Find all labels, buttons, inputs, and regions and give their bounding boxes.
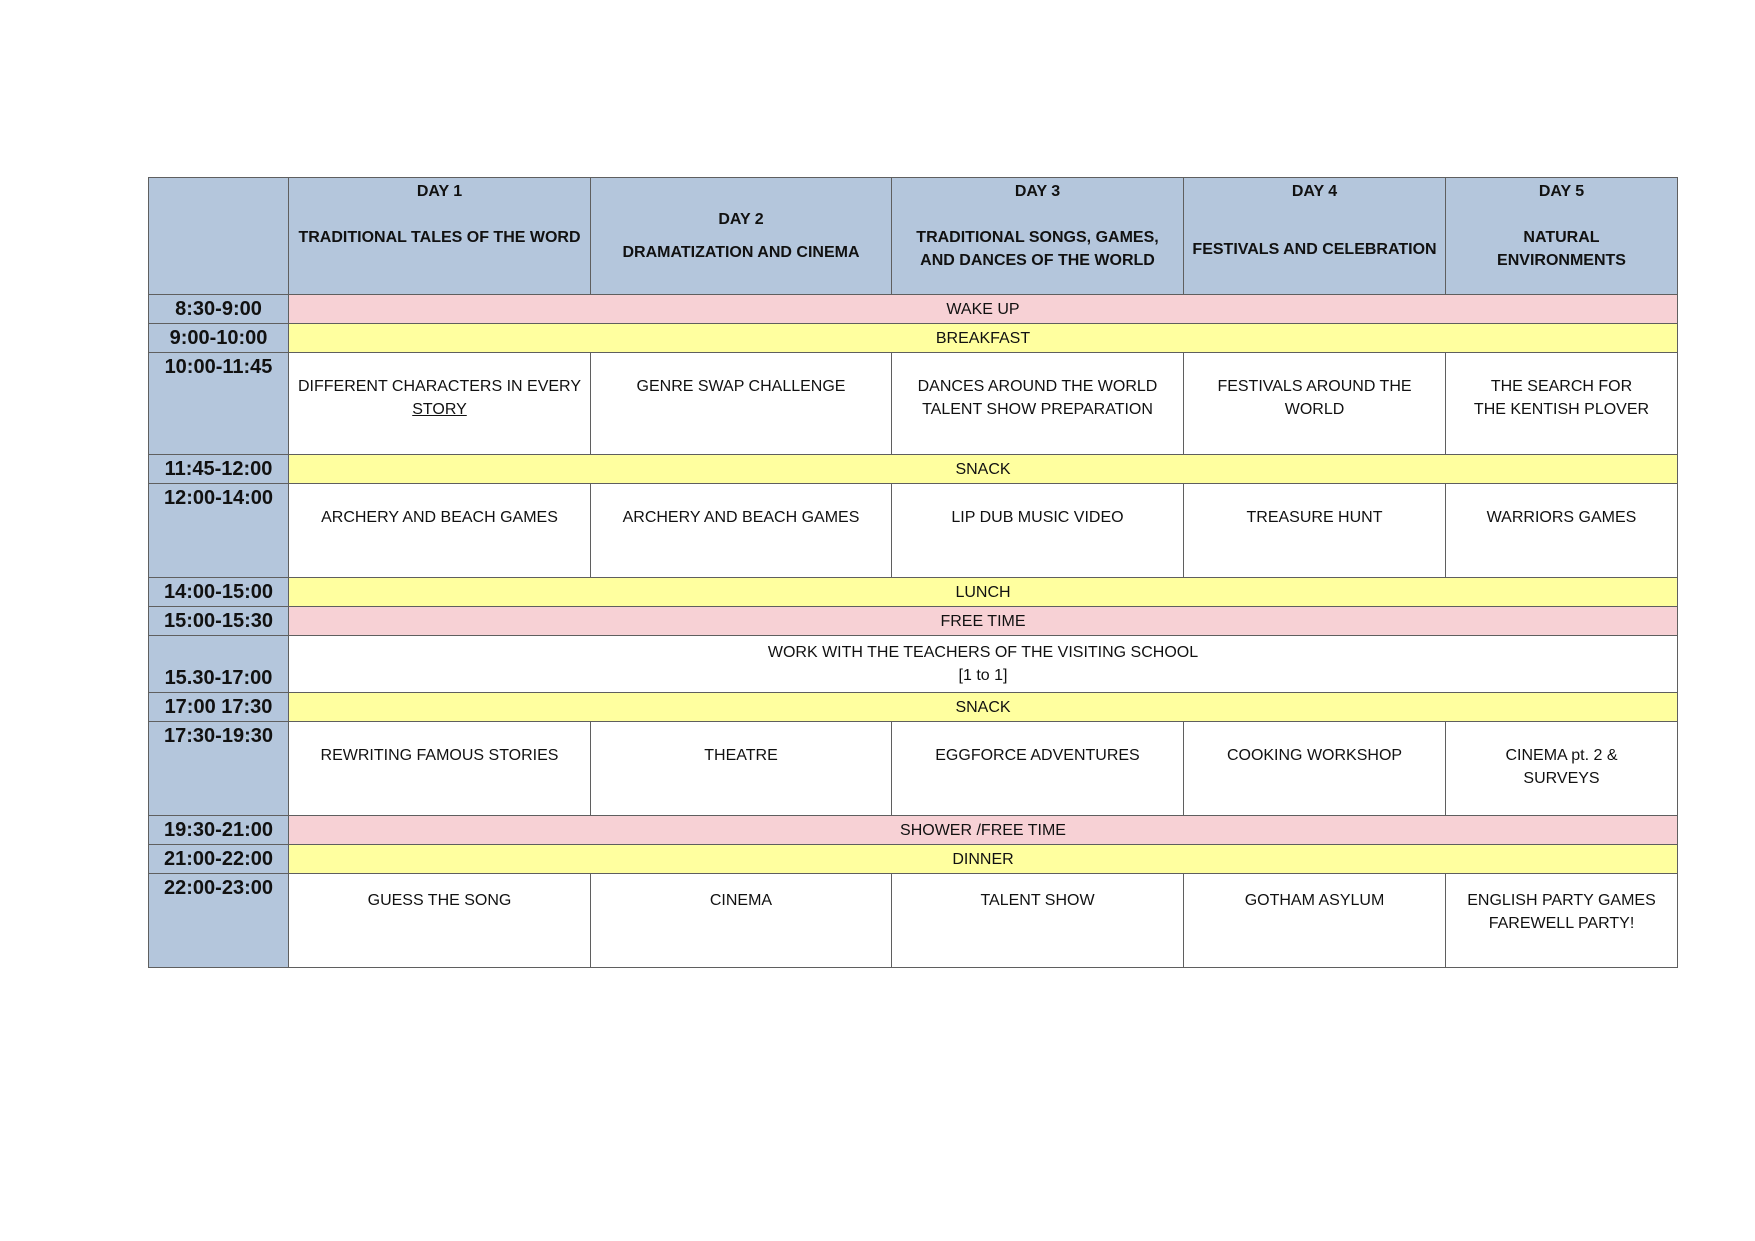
time-slot: 10:00-11:45 — [149, 353, 289, 455]
activity-line-1: DIFFERENT CHARACTERS IN EVERY — [297, 378, 581, 395]
activity-line-2: STORY — [412, 401, 467, 418]
activity-cell — [289, 874, 591, 968]
activity-line-1: CINEMA — [709, 892, 773, 909]
activity-cell — [289, 484, 591, 578]
activity-line-1: FESTIVALS AROUND THE — [1217, 378, 1412, 395]
row-free-time — [149, 607, 1678, 636]
activity-line-2: THE KENTISH PLOVER — [1473, 401, 1650, 418]
day-4-theme: FESTIVALS AND CELEBRATION — [1192, 241, 1437, 258]
activity-line-1: TALENT SHOW — [980, 892, 1095, 909]
activity-line-1: DANCES AROUND THE WORLD — [917, 378, 1158, 395]
activity-line-1: LIP DUB MUSIC VIDEO — [951, 509, 1124, 526]
time-slot: 17:30-19:30 — [149, 722, 289, 816]
row-snack-afternoon — [149, 693, 1678, 722]
day-2-theme: DRAMATIZATION AND CINEMA — [622, 244, 860, 261]
activity-line-1: THEATRE — [704, 747, 778, 764]
activity-line-1: CINEMA pt. 2 & — [1505, 747, 1618, 764]
activity-cell — [591, 874, 892, 968]
activity-cell — [1184, 484, 1446, 578]
day-3-label: DAY 3 — [1014, 183, 1061, 200]
day-1-theme: TRADITIONAL TALES OF THE WORD — [298, 229, 581, 246]
snack-cell: SNACK — [289, 455, 1678, 484]
activity-line-1: GUESS THE SONG — [367, 892, 512, 909]
header-day-5 — [1446, 178, 1678, 295]
activity-cell — [892, 722, 1184, 816]
row-lunch — [149, 578, 1678, 607]
activity-line-1: COOKING WORKSHOP — [1226, 747, 1403, 764]
time-slot: 15:00-15:30 — [149, 607, 289, 636]
activity-cell — [1446, 722, 1678, 816]
activity-cell — [591, 353, 892, 455]
activity-cell — [289, 722, 591, 816]
row-breakfast — [149, 324, 1678, 353]
activity-cell — [892, 874, 1184, 968]
time-slot: 21:00-22:00 — [149, 845, 289, 874]
row-snack-morning — [149, 455, 1678, 484]
row-shower — [149, 816, 1678, 845]
activity-line-1: ARCHERY AND BEACH GAMES — [622, 509, 860, 526]
activity-line-1: ENGLISH PARTY GAMES — [1467, 892, 1656, 909]
activity-line-2: SURVEYS — [1523, 770, 1600, 787]
activity-line-2: FAREWELL PARTY! — [1488, 915, 1635, 932]
free-time-cell: FREE TIME — [289, 607, 1678, 636]
activity-cell — [1446, 353, 1678, 455]
time-slot: 17:00 17:30 — [149, 693, 289, 722]
header-day-1 — [289, 178, 591, 295]
header-row — [149, 178, 1678, 295]
day-1-label: DAY 1 — [416, 183, 463, 200]
day-5-label: DAY 5 — [1538, 183, 1585, 200]
row-teachers — [149, 636, 1678, 693]
row-afternoon-activities — [149, 722, 1678, 816]
activity-line-1: WARRIORS GAMES — [1486, 509, 1637, 526]
teachers-cell — [289, 636, 1678, 693]
day-4-label: DAY 4 — [1291, 183, 1338, 200]
activity-cell — [591, 722, 892, 816]
dinner-cell: DINNER — [289, 845, 1678, 874]
activity-line-1: GOTHAM ASYLUM — [1244, 892, 1385, 909]
activity-cell — [289, 353, 591, 455]
row-wake-up — [149, 295, 1678, 324]
snack-cell: SNACK — [289, 693, 1678, 722]
activity-line-2: WORLD — [1284, 401, 1345, 418]
row-evening-activities — [149, 874, 1678, 968]
time-slot: 22:00-23:00 — [149, 874, 289, 968]
activity-line-1: TREASURE HUNT — [1246, 509, 1383, 526]
row-morning-activities — [149, 353, 1678, 455]
activity-cell — [1184, 722, 1446, 816]
time-slot: 9:00-10:00 — [149, 324, 289, 353]
lunch-cell: LUNCH — [289, 578, 1678, 607]
wake-up-cell: WAKE UP — [289, 295, 1678, 324]
activity-line-1: GENRE SWAP CHALLENGE — [636, 378, 846, 395]
teachers-line-2: [1 to 1] — [958, 667, 1008, 684]
row-midday-activities — [149, 484, 1678, 578]
breakfast-cell: BREAKFAST — [289, 324, 1678, 353]
header-corner — [149, 178, 289, 295]
activity-line-1: THE SEARCH FOR — [1490, 378, 1633, 395]
time-slot: 12:00-14:00 — [149, 484, 289, 578]
day-5-theme-line-1: NATURAL — [1523, 229, 1600, 246]
time-slot: 19:30-21:00 — [149, 816, 289, 845]
time-slot: 11:45-12:00 — [149, 455, 289, 484]
day-3-theme-line-1: TRADITIONAL SONGS, GAMES, — [916, 229, 1159, 246]
row-dinner — [149, 845, 1678, 874]
time-slot: 8:30-9:00 — [149, 295, 289, 324]
activity-cell — [1184, 353, 1446, 455]
activity-line-2: TALENT SHOW PREPARATION — [922, 401, 1153, 418]
activity-cell — [1446, 874, 1678, 968]
day-2-label: DAY 2 — [718, 211, 764, 228]
day-5-theme-line-2: ENVIRONMENTS — [1497, 252, 1626, 269]
camp-schedule-table — [148, 177, 1678, 968]
activity-cell — [591, 484, 892, 578]
day-3-theme-line-2: AND DANCES OF THE WORLD — [920, 252, 1155, 269]
teachers-line-1: WORK WITH THE TEACHERS OF THE VISITING SCHOOL — [767, 644, 1199, 661]
activity-cell — [892, 353, 1184, 455]
header-day-4 — [1184, 178, 1446, 295]
activity-cell — [1184, 874, 1446, 968]
time-slot: 14:00-15:00 — [149, 578, 289, 607]
activity-line-1: ARCHERY AND BEACH GAMES — [321, 509, 558, 526]
activity-line-1: EGGFORCE ADVENTURES — [935, 747, 1140, 764]
header-day-3 — [892, 178, 1184, 295]
time-slot: 15.30-17:00 — [149, 636, 289, 693]
shower-cell: SHOWER /FREE TIME — [289, 816, 1678, 845]
header-day-2 — [591, 178, 892, 295]
activity-cell — [892, 484, 1184, 578]
activity-cell — [1446, 484, 1678, 578]
activity-line-1: REWRITING FAMOUS STORIES — [320, 747, 559, 764]
